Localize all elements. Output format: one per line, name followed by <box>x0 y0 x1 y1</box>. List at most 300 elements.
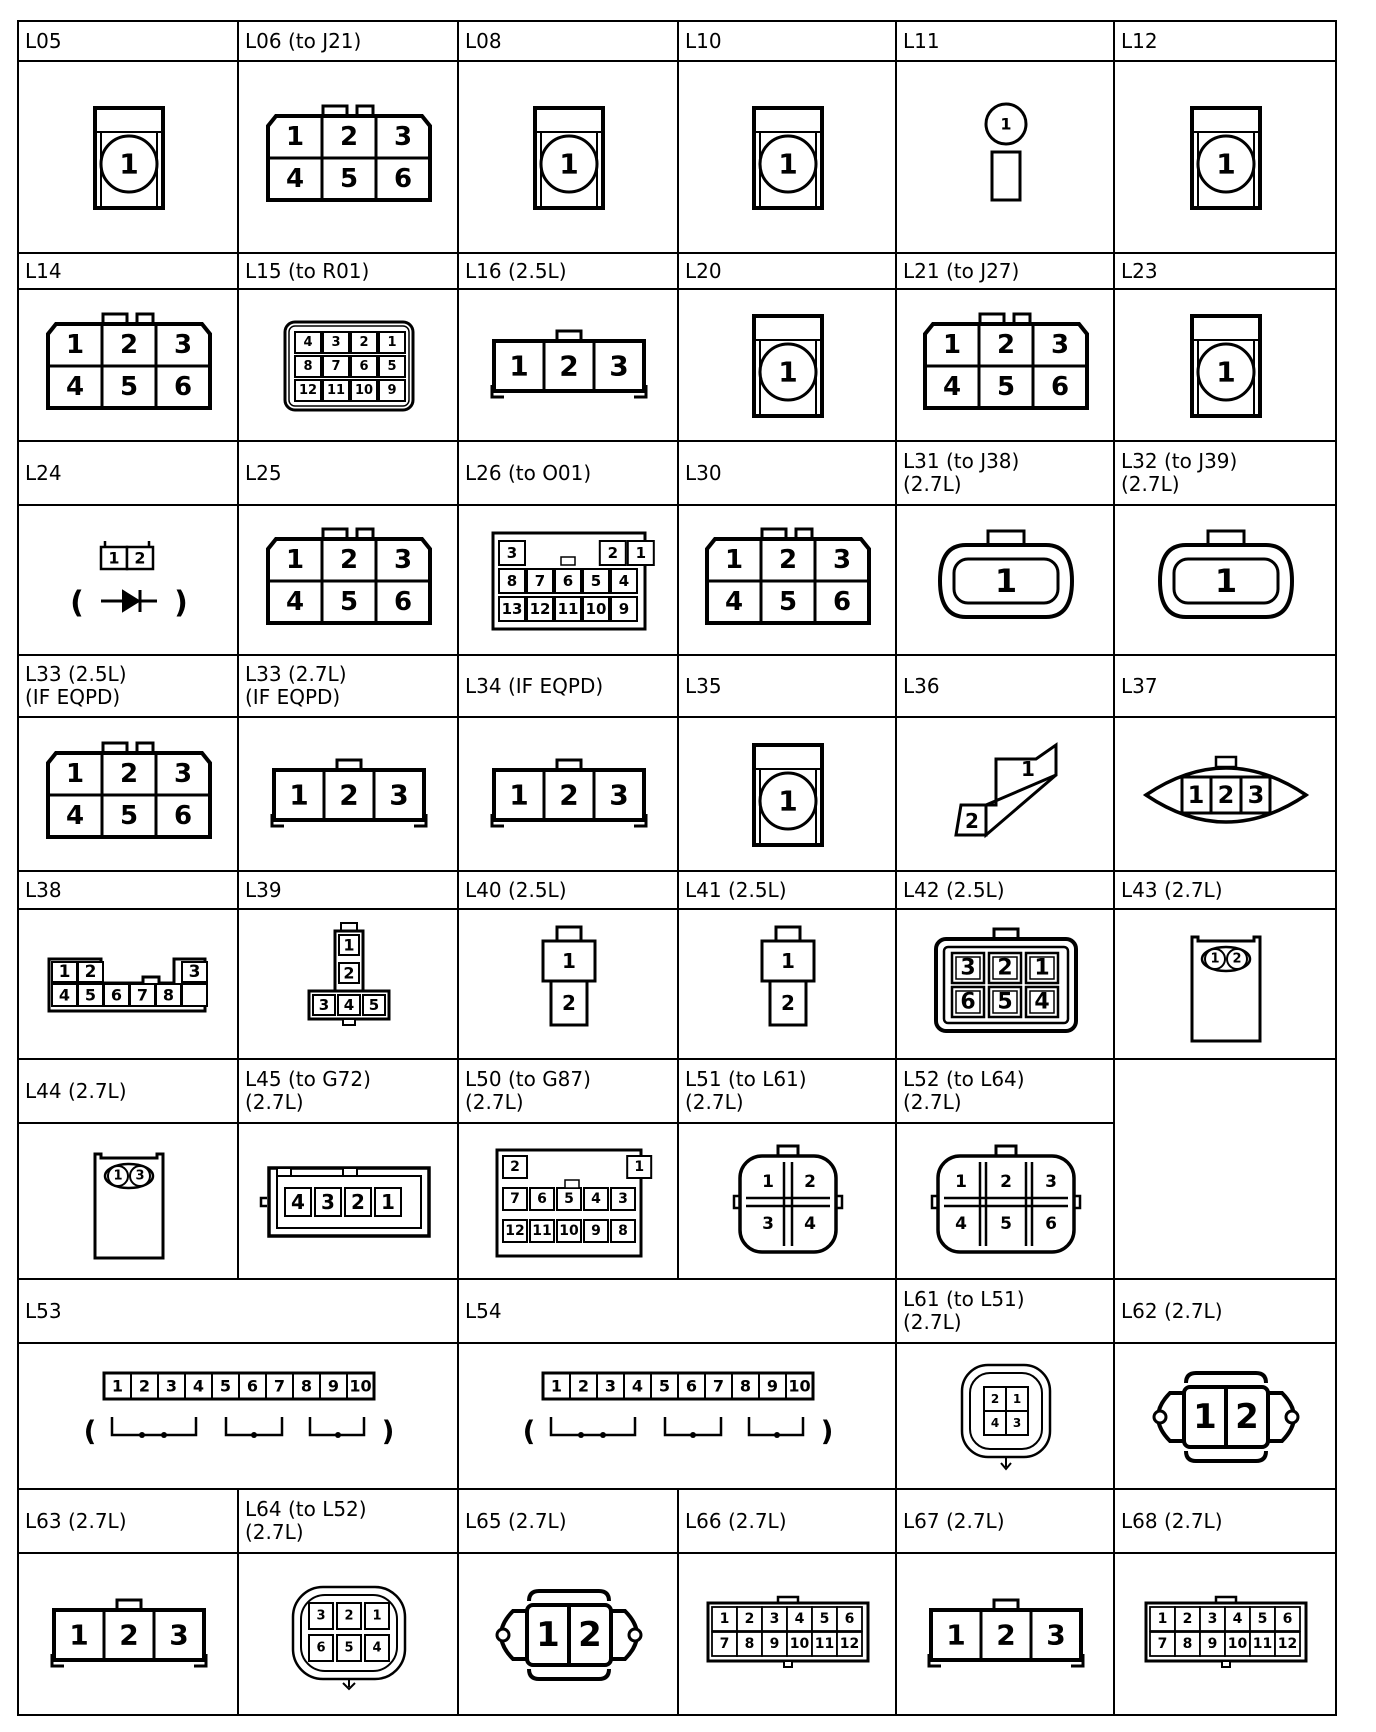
pin-number: 6 <box>110 985 123 1005</box>
connector-svg <box>897 910 1115 1060</box>
connector-diagram <box>17 60 239 254</box>
pin-number: 6 <box>173 372 193 402</box>
connector-diagram <box>237 288 459 442</box>
pin-number: 5 <box>997 989 1013 1015</box>
connector-label <box>237 20 459 62</box>
connector-svg <box>679 290 897 442</box>
pin-number: 4 <box>724 587 744 617</box>
splice-dot <box>139 1432 145 1438</box>
connector-svg <box>897 1344 1115 1490</box>
latch <box>343 1019 355 1025</box>
mount-hole <box>1154 1411 1166 1423</box>
connector-diagram <box>17 1342 459 1490</box>
connector-label <box>17 20 239 62</box>
pin-number: 1 <box>69 1618 89 1652</box>
pin-number: 1 <box>343 935 355 955</box>
connector-diagram <box>457 1122 679 1280</box>
key-slot <box>561 557 575 565</box>
connector-id: L53 <box>25 1298 62 1323</box>
connector-svg <box>459 910 679 1060</box>
pin-number: 9 <box>618 600 630 618</box>
pin-number: 3 <box>188 962 201 982</box>
connector-diagram <box>895 1122 1115 1280</box>
pin-number: 1 <box>719 1611 730 1627</box>
pin-number: 3 <box>173 759 193 789</box>
splice-dot <box>335 1432 341 1438</box>
pin-number: 1 <box>108 548 120 568</box>
latch <box>343 1168 357 1176</box>
pin-number: 1 <box>762 1172 774 1192</box>
pin-number: 2 <box>339 122 359 152</box>
connector-label <box>895 1278 1115 1344</box>
jumper-bar <box>551 1417 635 1435</box>
connector-diagram <box>677 1552 897 1716</box>
pin-number: 1 <box>536 1615 560 1655</box>
connector-label <box>1113 20 1337 62</box>
connector-label <box>457 252 679 290</box>
connector-diagram <box>457 908 679 1060</box>
pin-number: 6 <box>316 1640 326 1656</box>
connector-svg <box>1115 1554 1337 1716</box>
pin-number: 1 <box>778 147 798 181</box>
connector-id: L15 (to R01) <box>245 258 370 283</box>
connector-diagram <box>237 60 459 254</box>
pin-number: 8 <box>162 985 175 1005</box>
pin-number: 2 <box>559 778 579 812</box>
connector-id: L06 (to J21) <box>245 28 362 53</box>
key <box>1222 1661 1230 1667</box>
connector-svg <box>679 62 897 254</box>
pin-number: 2 <box>1182 1611 1193 1627</box>
pin-number: 3 <box>389 778 409 812</box>
connector-label <box>895 440 1115 506</box>
connector-diagram <box>895 504 1115 656</box>
connector-label <box>895 654 1115 718</box>
connector-label <box>457 870 679 910</box>
pin-number: 1 <box>285 122 305 152</box>
connector-diagram <box>1113 288 1337 442</box>
connector-label <box>677 1488 897 1554</box>
pin-number: 5 <box>564 1191 574 1207</box>
pin-number: 13 <box>501 600 523 618</box>
connector-svg <box>459 1344 897 1490</box>
connector-diagram <box>1113 908 1337 1060</box>
pin-number: 1 <box>994 562 1018 600</box>
bracket: ( <box>83 1414 97 1448</box>
connector-svg <box>1115 1344 1337 1490</box>
connector-svg <box>679 910 897 1060</box>
connector-diagram <box>895 1342 1115 1490</box>
connector-label <box>237 1488 459 1554</box>
connector-id: L63 (2.7L) <box>25 1508 127 1533</box>
pin-number: 1 <box>634 1159 645 1175</box>
connector-id: L05 <box>25 28 62 53</box>
connector-id: L40 (2.5L) <box>465 877 567 902</box>
connector-svg <box>19 290 239 442</box>
connector-label <box>457 440 679 506</box>
connector-label <box>895 870 1115 910</box>
connector-svg <box>1115 718 1337 872</box>
connector-id: L34 (IF EQPD) <box>465 673 604 698</box>
pin-box <box>182 984 207 1006</box>
connector-id: L33 (2.7L) <box>245 662 347 686</box>
connector-id: L43 (2.7L) <box>1121 877 1223 902</box>
connector-label <box>237 440 459 506</box>
pin-number: 5 <box>219 1376 232 1396</box>
connector-svg <box>459 506 679 656</box>
pin-number: 1 <box>955 1172 967 1192</box>
pin-number: 3 <box>165 1376 178 1396</box>
pin-number: 3 <box>1050 330 1070 360</box>
pin-number: 2 <box>510 1159 520 1175</box>
arrow-icon <box>343 1679 355 1689</box>
pin-number: 1 <box>778 784 798 818</box>
connector-housing <box>740 1156 836 1252</box>
connector-id: L61 (to L51) <box>903 1287 1025 1311</box>
pin-number: 11 <box>814 1636 835 1652</box>
connector-diagram <box>17 288 239 442</box>
pin-number: 2 <box>1232 951 1242 967</box>
connector-label <box>457 20 679 62</box>
pin-number: 7 <box>273 1376 286 1396</box>
pin-number: 1 <box>1021 757 1035 781</box>
connector-id: L30 <box>685 460 722 485</box>
connector-label <box>895 1058 1115 1124</box>
pin-number: 8 <box>300 1376 313 1396</box>
connector-svg <box>19 718 239 872</box>
mount-hole <box>629 1629 641 1641</box>
connector-diagram <box>895 908 1115 1060</box>
connector-id: L32 (to J39) <box>1121 449 1238 473</box>
connector-housing <box>938 1156 1074 1252</box>
arrow-icon <box>1001 1457 1011 1469</box>
pin-number: 9 <box>591 1223 601 1239</box>
connector-id: L23 <box>1121 258 1158 283</box>
connector-id: L68 (2.7L) <box>1121 1508 1223 1533</box>
pin-number: 2 <box>351 1190 365 1214</box>
splice-dot <box>251 1432 257 1438</box>
pin-number: 5 <box>387 359 397 374</box>
connector-diagram <box>1113 504 1337 656</box>
pin-number: 3 <box>1045 1172 1057 1192</box>
connector-diagram <box>895 1552 1115 1716</box>
connector-id: L14 <box>25 258 62 283</box>
pin-number: 3 <box>604 1376 617 1396</box>
pin-number: 4 <box>804 1214 816 1234</box>
pin-number: 1 <box>1000 114 1012 134</box>
connector-diagram <box>237 908 459 1060</box>
pin-number: 4 <box>591 1191 601 1207</box>
pin-number: 1 <box>562 949 576 973</box>
connector-note: (2.7L) <box>245 1090 304 1114</box>
pin-number: 1 <box>289 778 309 812</box>
pin-number: 1 <box>65 759 85 789</box>
pin-number: 6 <box>960 989 976 1015</box>
key <box>784 1661 792 1667</box>
latch <box>776 927 800 941</box>
connector-id: L10 <box>685 28 722 53</box>
connector-svg <box>459 290 679 442</box>
pin-number: 12 <box>505 1223 525 1239</box>
connector-note: (2.7L) <box>903 1310 962 1334</box>
pin-number: 2 <box>1217 781 1235 809</box>
connector-diagram <box>457 716 679 872</box>
pin-number: 10 <box>788 1376 811 1396</box>
connector-svg <box>897 290 1115 442</box>
pin-number: 1 <box>65 330 85 360</box>
pin-number: 2 <box>559 349 579 383</box>
pin-number: 3 <box>1012 1416 1022 1430</box>
connector-label <box>677 20 897 62</box>
pin-number: 2 <box>119 330 139 360</box>
connector-svg <box>679 506 897 656</box>
connector-grid <box>17 20 1335 1714</box>
connector-id: L54 <box>465 1298 502 1323</box>
pin-number: 2 <box>343 963 355 983</box>
pin-number: 4 <box>65 372 85 402</box>
pin-number: 9 <box>769 1636 780 1652</box>
pin-number: 1 <box>58 962 71 982</box>
pin-number: 5 <box>996 372 1016 402</box>
pin-number: 7 <box>331 359 341 374</box>
connector-svg <box>459 1554 679 1716</box>
connector-note: (2.7L) <box>903 472 962 496</box>
pin-number: 12 <box>839 1636 860 1652</box>
pin-number: 2 <box>577 1376 590 1396</box>
pin-number: 1 <box>1187 781 1205 809</box>
pin-number: 6 <box>393 587 413 617</box>
pin-number: 10 <box>559 1223 579 1239</box>
connector-label <box>677 440 897 506</box>
pin-number: 3 <box>331 335 341 350</box>
connector-svg <box>239 910 459 1060</box>
connector-diagram <box>677 288 897 442</box>
connector-label <box>1113 252 1337 290</box>
pin-number: 1 <box>119 147 139 181</box>
connector-svg <box>239 290 459 442</box>
pin-number: 3 <box>1207 1611 1218 1627</box>
connector-svg <box>1115 910 1337 1060</box>
connector-id: L25 <box>245 460 282 485</box>
pin-number: 4 <box>65 801 85 831</box>
pin-number: 5 <box>819 1611 830 1627</box>
latch <box>1216 757 1236 767</box>
connector-diagram <box>17 908 239 1060</box>
pin-number: 4 <box>285 587 305 617</box>
pin-number: 2 <box>778 545 798 575</box>
pin-number: 10 <box>354 383 374 398</box>
pin-number: 4 <box>192 1376 205 1396</box>
connector-id: L62 (2.7L) <box>1121 1298 1223 1323</box>
connector-id: L16 (2.5L) <box>465 258 567 283</box>
pin-number: 4 <box>990 1416 1000 1430</box>
connector-id: L42 (2.5L) <box>903 877 1005 902</box>
connector-label <box>17 252 239 290</box>
pin-number: 10 <box>585 600 607 618</box>
connector-id: L41 (2.5L) <box>685 877 787 902</box>
pin-number: 11 <box>1252 1636 1273 1652</box>
connector-label <box>17 1058 239 1124</box>
pin-number: 6 <box>562 572 574 590</box>
pin-number: 2 <box>119 759 139 789</box>
connector-diagram <box>677 908 897 1060</box>
pin-number: 6 <box>246 1376 259 1396</box>
pin-number: 2 <box>997 955 1013 981</box>
pin-number: 1 <box>1210 951 1220 967</box>
pin-number: 2 <box>607 544 619 562</box>
pin-number: 4 <box>794 1611 805 1627</box>
connector-id: L39 <box>245 877 282 902</box>
connector-label <box>677 252 897 290</box>
pin-number: 1 <box>1034 955 1050 981</box>
connector-label <box>17 1278 459 1344</box>
pin-number: 2 <box>339 778 359 812</box>
outline <box>529 1591 609 1601</box>
latch <box>277 1168 291 1176</box>
pin-number: 4 <box>955 1214 967 1234</box>
pin-number: 3 <box>609 349 629 383</box>
connector-label <box>457 1058 679 1124</box>
pin-number: 11 <box>326 383 346 398</box>
pin-number: 2 <box>84 962 97 982</box>
connector-label <box>237 1058 459 1124</box>
pin-number: 1 <box>550 1376 563 1396</box>
connector-diagram <box>677 1122 897 1280</box>
connector-id: L52 (to L64) <box>903 1067 1025 1091</box>
connector-note: (2.7L) <box>245 1520 304 1544</box>
connector-id: L50 (to G87) <box>465 1067 591 1091</box>
pin-number: 5 <box>1257 1611 1268 1627</box>
pin-number: 1 <box>111 1376 124 1396</box>
connector-svg <box>239 1554 459 1716</box>
connector-diagram <box>17 716 239 872</box>
pin-number: 3 <box>960 955 976 981</box>
pin-number: 5 <box>344 1640 354 1656</box>
pin-number: 6 <box>844 1611 855 1627</box>
pin-number: 12 <box>298 383 318 398</box>
pin-number: 2 <box>344 1608 354 1624</box>
pin-number: 3 <box>135 1168 145 1184</box>
connector-svg <box>1115 290 1337 442</box>
pin-number: 2 <box>1000 1172 1012 1192</box>
connector-id: L37 <box>1121 673 1158 698</box>
connector-svg <box>239 718 459 872</box>
connector-id: L33 (2.5L) <box>25 662 127 686</box>
pin-number: 2 <box>781 991 795 1015</box>
pin-number: 3 <box>762 1214 774 1234</box>
pin-number: 2 <box>990 1392 1000 1406</box>
connector-diagram <box>237 504 459 656</box>
pin-number: 2 <box>1235 1397 1259 1437</box>
pin-number: 12 <box>529 600 551 618</box>
pin-number: 2 <box>562 991 576 1015</box>
connector-note: (2.7L) <box>685 1090 744 1114</box>
connector-label <box>1113 1488 1337 1554</box>
pin-number: 1 <box>1193 1397 1217 1437</box>
pin-number: 2 <box>119 1618 139 1652</box>
connector-label <box>237 252 459 290</box>
connector-svg <box>1115 62 1337 254</box>
pin-number: 6 <box>393 164 413 194</box>
pin-number: 11 <box>532 1223 552 1239</box>
connector-id: L12 <box>1121 28 1158 53</box>
pin-number: 8 <box>744 1636 755 1652</box>
pin-number: 8 <box>303 359 313 374</box>
pin-number: 1 <box>559 147 579 181</box>
connector-diagram <box>895 60 1115 254</box>
pin-number: 3 <box>393 122 413 152</box>
pin-number: 4 <box>291 1190 305 1214</box>
connector-diagram <box>17 504 239 656</box>
pin-number: 1 <box>781 949 795 973</box>
pin-number: 3 <box>506 544 518 562</box>
pin-number: 5 <box>778 587 798 617</box>
connector-svg <box>459 718 679 872</box>
jumper-bar <box>112 1417 196 1435</box>
pin-number: 5 <box>84 985 97 1005</box>
key-slot <box>565 1180 579 1188</box>
connector-label <box>1113 654 1337 718</box>
connector-id: L35 <box>685 673 722 698</box>
pin-number: 1 <box>1214 562 1238 600</box>
connector-diagram <box>677 504 897 656</box>
connector-svg <box>459 62 679 254</box>
pin-number: 6 <box>359 359 369 374</box>
pin-number: 1 <box>724 545 744 575</box>
splice-dot <box>161 1432 167 1438</box>
connector-id: L08 <box>465 28 502 53</box>
connector-svg <box>1115 506 1337 656</box>
pin-number: 1 <box>942 330 962 360</box>
pin-number: 12 <box>1277 1636 1298 1652</box>
connector-label <box>1113 1278 1337 1344</box>
connector-note: (2.7L) <box>903 1090 962 1114</box>
pin-number: 10 <box>349 1376 372 1396</box>
connector-id: L36 <box>903 673 940 698</box>
connector-svg <box>19 1344 459 1490</box>
connector-id: L38 <box>25 877 62 902</box>
bracket: ( <box>522 1414 536 1448</box>
pin-number: 9 <box>387 383 397 398</box>
pin-number: 8 <box>739 1376 752 1396</box>
bracket: ) <box>174 585 188 621</box>
pin-number: 3 <box>609 778 629 812</box>
pin-number: 10 <box>1227 1636 1248 1652</box>
connector-id: L31 (to J38) <box>903 449 1020 473</box>
splice-dot <box>690 1432 696 1438</box>
pin-number: 5 <box>339 587 359 617</box>
pin-number: 9 <box>327 1376 340 1396</box>
pin-number: 6 <box>173 801 193 831</box>
pin-number: 6 <box>832 587 852 617</box>
connector-id: L66 (2.7L) <box>685 1508 787 1533</box>
connector-note: (2.7L) <box>465 1090 524 1114</box>
pin-number: 1 <box>509 778 529 812</box>
pin-number: 1 <box>778 355 798 389</box>
connector-label <box>895 1488 1115 1554</box>
pin-number: 11 <box>557 600 579 618</box>
pin-number: 2 <box>996 1618 1016 1652</box>
pin-number: 4 <box>58 985 71 1005</box>
connector-diagram <box>1113 1552 1337 1716</box>
mount-hole <box>497 1629 509 1641</box>
pin-number: 3 <box>393 545 413 575</box>
empty-cell <box>1113 1058 1337 1280</box>
pin-number: 1 <box>1012 1392 1022 1406</box>
latch <box>557 927 581 941</box>
pin-number: 2 <box>359 335 369 350</box>
pin-number: 3 <box>173 330 193 360</box>
